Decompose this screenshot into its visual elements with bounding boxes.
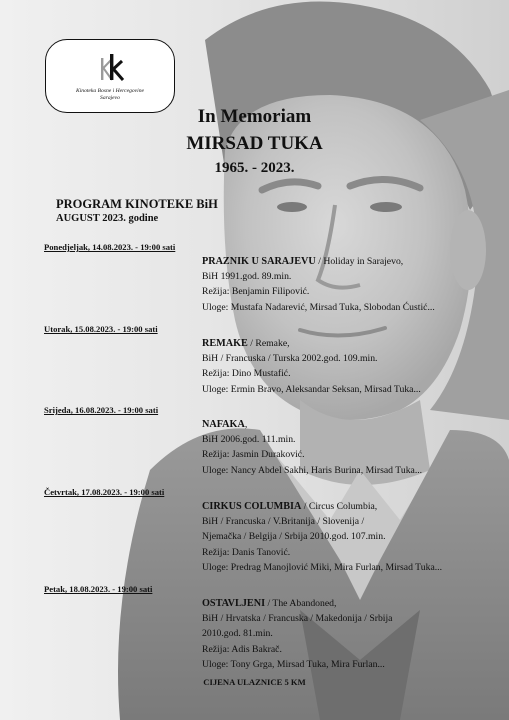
film-title-rest: / Circus Columbia, [301,501,378,512]
ticket-price: CIJENA ULAZNICE 5 KM [203,677,306,687]
memoriam-years: 1965. - 2023. [214,160,295,176]
kinoteka-logo-text [46,88,174,102]
memoriam-name: MIRSAD TUKA [186,133,323,154]
film-details [202,417,502,478]
film-director: Režija: Danis Tanović. [202,546,291,558]
screening-date: Utorak, 15.08.2023. - 19:00 sati [44,324,158,334]
film-title-line [202,596,502,611]
film-director: Režija: Dino Mustafić. [202,368,291,380]
film-title-line [202,336,502,351]
film-info-line-2: Njemačka / Belgija / Srbija 2010.god. 107.min. [202,531,386,543]
film-title-line [202,499,502,514]
film-title-rest: / The Abandoned, [265,598,337,609]
film-details [202,499,502,575]
film-cast: Uloge: Mustafa Nadarević, Mirsad Tuka, Slobodan Ćustić... [202,301,435,313]
program-month: AUGUST 2023. godine [56,213,159,224]
film-cast: Uloge: Ermin Bravo, Aleksandar Seksan, Mirsad Tuka... [202,383,421,395]
screening-date: Ponedjeljak, 14.08.2023. - 19:00 sati [44,242,176,252]
logo-line-1: Kinoteka Bosne i Hercegovine [76,88,144,94]
film-title: REMAKE [202,338,248,349]
screening-date: Petak, 18.08.2023. - 19:00 sati [44,584,153,594]
memoriam-heading: In Memoriam [197,106,312,127]
film-director: Režija: Benjamin Filipović. [202,286,310,298]
film-director: Režija: Jasmin Duraković. [202,449,305,461]
film-info-line: BiH / Francuska / Turska 2002.god. 109.min. [202,353,378,365]
film-info-line: BiH / Hrvatska / Francuska / Makedonija / Srbija [202,613,393,625]
film-title: CIRKUS COLUMBIA [202,501,302,512]
film-details [202,254,502,315]
film-details [202,596,502,672]
film-info-line: BiH 2006.god. 111.min. [202,434,296,446]
film-title: PRAZNIK U SARAJEVU [202,256,316,267]
film-info-line-2: 2010.god. 81.min. [202,628,273,640]
film-title-rest: , [244,419,248,430]
kinoteka-logo-mark [46,52,174,82]
screening-date: Četvrtak, 17.08.2023. - 19:00 sati [44,487,165,497]
film-cast: Uloge: Nancy Abdel Sakhi, Haris Burina, Mirsad Tuka... [202,464,423,476]
film-info-line: BiH 1991.god. 89.min. [202,271,292,283]
film-cast: Uloge: Predrag Manojlović Miki, Mira Furlan, Mirsad Tuka... [202,561,443,573]
screening-date: Srijeda, 16.08.2023. - 19:00 sati [44,405,159,415]
film-title: NAFAKA [202,419,245,430]
film-details [202,336,502,397]
program-title: PROGRAM KINOTEKE BiH [56,197,218,211]
film-title-rest: / Remake, [247,338,290,349]
film-title: OSTAVLJENI [202,598,266,609]
film-director: Režija: Adis Bakrač. [202,643,282,655]
film-title-rest: / Holiday in Sarajevo, [315,256,404,267]
logo-line-2: Sarajevo [100,95,120,101]
film-info-line: BiH / Francuska / V.Britanija / Slovenija / [202,516,365,528]
film-title-line [202,254,502,269]
kinoteka-logo [45,39,175,113]
film-title-line [202,417,502,432]
film-cast: Uloge: Tony Grga, Mirsad Tuka, Mira Furlan... [202,658,385,670]
